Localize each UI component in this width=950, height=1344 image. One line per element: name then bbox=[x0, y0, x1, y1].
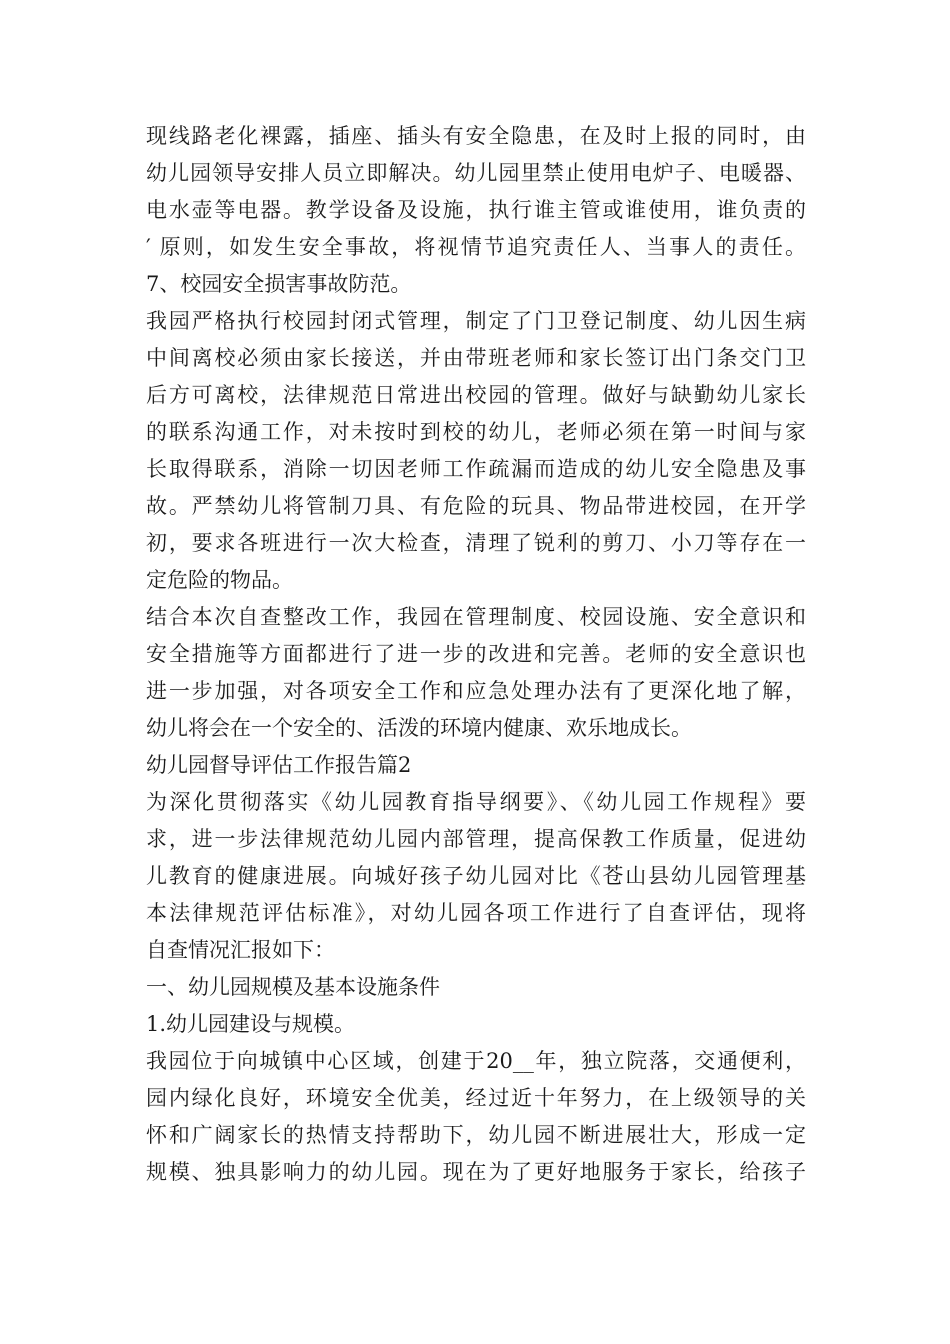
text-line: 安全措施等方面都进行了进一步的改进和完善。老师的安全意识也 bbox=[146, 642, 806, 666]
text-line: 幼儿将会在一个安全的、活泼的环境内健康、欢乐地成长。 bbox=[146, 716, 692, 740]
text-line: 故。严禁幼儿将管制刀具、有危险的玩具、物品带进校园，在开学 bbox=[146, 494, 806, 518]
section-heading: 7、校园安全损害事故防范。 bbox=[146, 272, 412, 296]
text-line: ′ 原则，如发生安全事故，将视情节追究责任人、当事人的责任。 bbox=[146, 235, 806, 259]
text-line: 我园严格执行校园封闭式管理，制定了门卫登记制度、幼儿因生病 bbox=[146, 309, 806, 333]
text-line: 后方可离校，法律规范日常进出校园的管理。做好与缺勤幼儿家长 bbox=[146, 383, 806, 407]
text-line: 规模、独具影响力的幼儿园。现在为了更好地服务于家长，给孩子 bbox=[146, 1160, 806, 1184]
text-line: 电水壶等电器。教学设备及设施，执行谁主管或谁使用，谁负责的 bbox=[146, 198, 806, 222]
text-line: 园内绿化良好，环境安全优美，经过近十年努力，在上级领导的关 bbox=[146, 1086, 806, 1110]
text-line: 的联系沟通工作，对未按时到校的幼儿，老师必须在第一时间与家 bbox=[146, 420, 806, 444]
text-line: 怀和广阔家长的热情支持帮助下，幼儿园不断进展壮大，形成一定 bbox=[146, 1123, 806, 1147]
text-line: 结合本次自查整改工作，我园在管理制度、校园设施、安全意识和 bbox=[146, 605, 806, 629]
text-line: 求，进一步法律规范幼儿园内部管理，提高保教工作质量，促进幼 bbox=[146, 827, 806, 851]
text-line: 定危险的物品。 bbox=[146, 568, 293, 592]
text-line: 初，要求各班进行一次大检查，清理了锐利的剪刀、小刀等存在一 bbox=[146, 531, 806, 555]
text-line: 儿教育的健康进展。向城好孩子幼儿园对比《苍山县幼儿园管理基 bbox=[146, 864, 806, 888]
text-line: 中间离校必须由家长接送，并由带班老师和家长签订出门条交门卫 bbox=[146, 346, 806, 370]
section-heading: 一、幼儿园规模及基本设施条件 bbox=[146, 975, 440, 999]
text-line: 进一步加强，对各项安全工作和应急处理办法有了更深化地了解， bbox=[146, 679, 806, 703]
text-line: 自查情况汇报如下： bbox=[146, 938, 335, 962]
text-line: 本法律规范评估标准》，对幼儿园各项工作进行了自查评估，现将 bbox=[146, 901, 806, 925]
article-title: 幼儿园督导评估工作报告篇2 bbox=[146, 753, 412, 777]
text-line: 现线路老化裸露，插座、插头有安全隐患，在及时上报的同时，由 bbox=[146, 124, 806, 148]
text-line: 为深化贯彻落实《幼儿园教育指导纲要》、《幼儿园工作规程》要 bbox=[146, 790, 806, 814]
subsection-heading: 1.幼儿园建设与规模。 bbox=[146, 1012, 356, 1036]
text-line: 长取得联系，消除一切因老师工作疏漏而造成的幼儿安全隐患及事 bbox=[146, 457, 806, 481]
text-line: 我园位于向城镇中心区域，创建于20__年，独立院落，交通便利， bbox=[146, 1049, 806, 1073]
text-line: 幼儿园领导安排人员立即解决。幼儿园里禁止使用电炉子、电暖器、 bbox=[146, 161, 806, 185]
document-body bbox=[146, 118, 806, 1191]
